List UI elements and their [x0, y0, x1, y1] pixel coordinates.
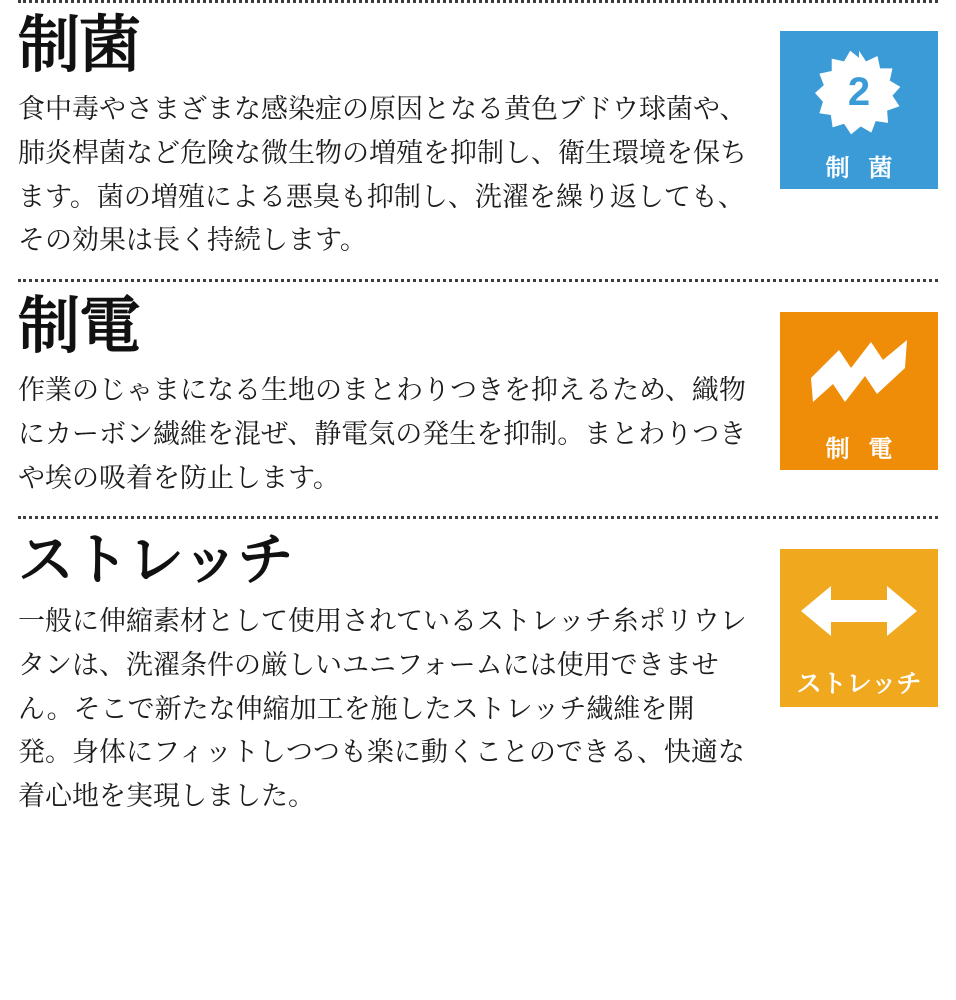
feature-title: 制菌 — [18, 11, 141, 80]
double-arrow-horizontal-icon — [799, 582, 919, 640]
feature-title: ストレッチ — [18, 528, 293, 592]
starburst-number-icon — [815, 49, 903, 137]
feature-description: 食中毒やさまざまな感染症の原因となる黄色ブドウ球菌や、肺炎桿菌など危険な微生物の増殖を抑制し、衛生環境を保ちます。菌の増殖による悪臭も抑制し、洗濯を繰り返しても、その効果は長く持続します。 — [18, 94, 747, 256]
feature-block-stretch — [18, 519, 938, 834]
lightning-bolt-icon — [809, 338, 909, 410]
feature-description: 作業のじゃまになる生地のまとわりつきを抑えるため、織物にカーボン繊維を混ぜ、静電気の発生を抑制。まとわりつきや埃の吸着を防止します。 — [18, 375, 747, 493]
feature-description: 一般に伸縮素材として使用されているストレッチ糸ポリウレタンは、洗濯条件の厳しいユニフォームには使用できません。そこで新たな伸縮加工を施したストレッチ繊維を開発。身体にフィットしつつも楽に動くことのできる、快適な着心地を実現しました。 — [18, 606, 747, 812]
feature-block-antibacterial — [18, 3, 938, 279]
badge-artwork — [780, 318, 938, 430]
feature-block-antistatic — [18, 282, 938, 516]
feature-text-group — [18, 9, 758, 263]
badge-label: 制 菌 — [825, 155, 899, 182]
badge-antistatic — [780, 312, 938, 470]
badge-number: 2 — [847, 70, 871, 115]
feature-text-group — [18, 527, 758, 818]
badge-antibacterial — [780, 31, 938, 189]
badge-stretch — [780, 549, 938, 707]
badge-artwork — [780, 37, 938, 149]
badge-label: ストレッチ — [796, 670, 922, 699]
feature-text-group — [18, 290, 758, 500]
badge-artwork — [780, 555, 938, 667]
badge-label: 制 電 — [825, 436, 899, 464]
feature-title: 制電 — [18, 292, 141, 362]
